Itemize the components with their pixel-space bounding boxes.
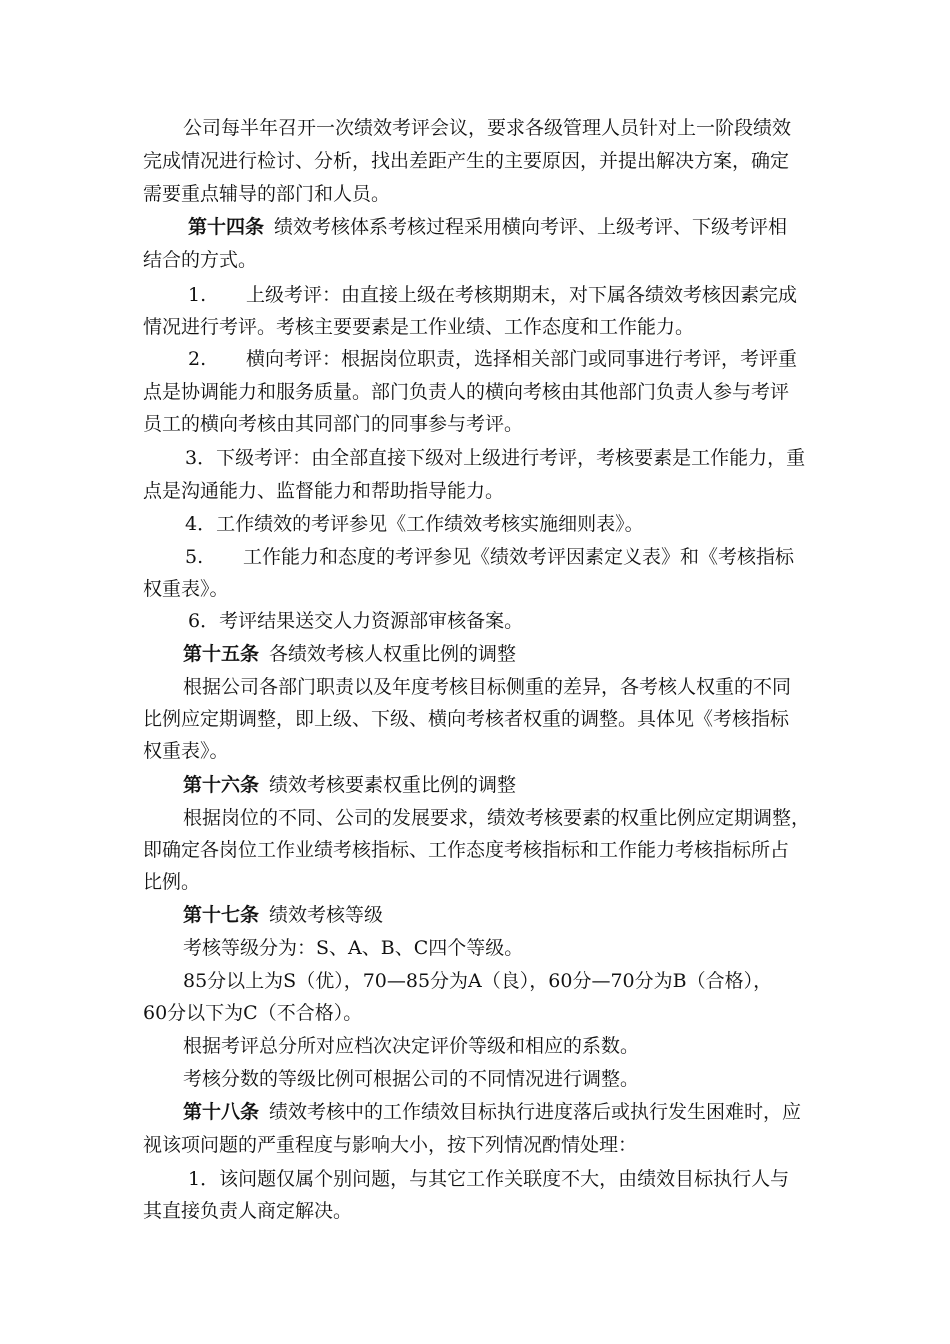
list-item-1: 1. 上级考评：由直接上级在考核期期末，对下属各绩效考核因素完成	[188, 284, 798, 306]
paragraph-line: 视该项问题的严重程度与影响大小，按下列情况酌情处理：	[143, 1134, 638, 1156]
article-14-text: 绩效考核体系考核过程采用横向考评、上级考评、下级考评相	[274, 216, 788, 238]
paragraph-line: 完成情况进行检讨、分析，找出差距产生的主要原因，并提出解决方案，确定	[143, 150, 790, 172]
paragraph-line: 结合的方式。	[143, 249, 258, 271]
article-16-title: 第十六条	[183, 774, 260, 796]
paragraph-line: 比例应定期调整，即上级、下级、横向考核者权重的调整。具体见《考核指标	[143, 708, 790, 730]
article-16-heading: 第十六条 绩效考核要素权重比例的调整	[183, 774, 517, 796]
list-item-5: 5. 工作能力和态度的考评参见《绩效考评因素定义表》和《考核指标	[185, 546, 795, 568]
list-item-2: 2. 横向考评：根据岗位职责，选择相关部门或同事进行考评，考评重	[188, 348, 798, 370]
paragraph-line: 考核分数的等级比例可根据公司的不同情况进行调整。	[183, 1068, 640, 1090]
paragraph-line: 根据考评总分所对应档次决定评价等级和相应的系数。	[183, 1035, 640, 1057]
article-18-title: 第十八条	[183, 1101, 260, 1123]
list-item-6: 6．考评结果送交人力资源部审核备案。	[188, 610, 524, 632]
article-14-line	[188, 215, 787, 239]
article-15-title: 第十五条	[183, 643, 260, 665]
list-number: 2.	[188, 348, 207, 370]
paragraph-line: 权重表》。	[143, 740, 229, 762]
paragraph-line: 其直接负责人商定解决。	[143, 1200, 353, 1222]
paragraph-line: 根据岗位的不同、公司的发展要求，绩效考核要素的权重比例应定期调整，	[183, 807, 811, 829]
list-item-4: 4．工作绩效的考评参见《工作绩效考核实施细则表》。	[185, 513, 644, 535]
list-item-1: 1．该问题仅属个别问题，与其它工作关联度不大，由绩效目标执行人与	[188, 1168, 790, 1190]
paragraph-line: 根据公司各部门职责以及年度考核目标侧重的差异，各考核人权重的不同	[183, 676, 792, 698]
article-17-heading: 第十七条 绩效考核等级	[183, 904, 384, 926]
paragraph-line: 60分以下为C（不合格）。	[143, 1002, 363, 1024]
list-number: 5.	[185, 546, 204, 568]
paragraph-line: 权重表》。	[143, 578, 229, 600]
list-number: 1.	[188, 284, 207, 306]
paragraph-line: 公司每半年召开一次绩效考评会议，要求各级管理人员针对上一阶段绩效	[183, 117, 792, 139]
paragraph-line: 点是协调能力和服务质量。部门负责人的横向考核由其他部门负责人参与考评	[143, 381, 790, 403]
article-18-line: 第十八条 绩效考核中的工作绩效目标执行进度落后或执行发生困难时，应	[183, 1101, 802, 1123]
paragraph-line: 员工的横向考核由其同部门的同事参与考评。	[143, 413, 524, 435]
article-14-title: 第十四条	[188, 216, 265, 238]
paragraph-line: 点是沟通能力、监督能力和帮助指导能力。	[143, 480, 505, 502]
paragraph-line: 需要重点辅导的部门和人员。	[143, 183, 391, 205]
article-17-title: 第十七条	[183, 904, 260, 926]
paragraph-line: 比例。	[143, 871, 201, 893]
list-item-3: 3．下级考评：由全部直接下级对上级进行考评，考核要素是工作能力，重	[185, 447, 806, 469]
paragraph-line: 85分以上为S（优），70—85分为A（良），60分—70分为B（合格），	[183, 970, 773, 992]
paragraph-line: 考核等级分为：S、A、B、C四个等级。	[183, 937, 524, 959]
article-15-heading: 第十五条 各绩效考核人权重比例的调整	[183, 643, 517, 665]
paragraph-line: 即确定各岗位工作业绩考核指标、工作态度考核指标和工作能力考核指标所占	[143, 839, 790, 861]
paragraph-line: 情况进行考评。考核主要要素是工作业绩、工作态度和工作能力。	[143, 316, 695, 338]
